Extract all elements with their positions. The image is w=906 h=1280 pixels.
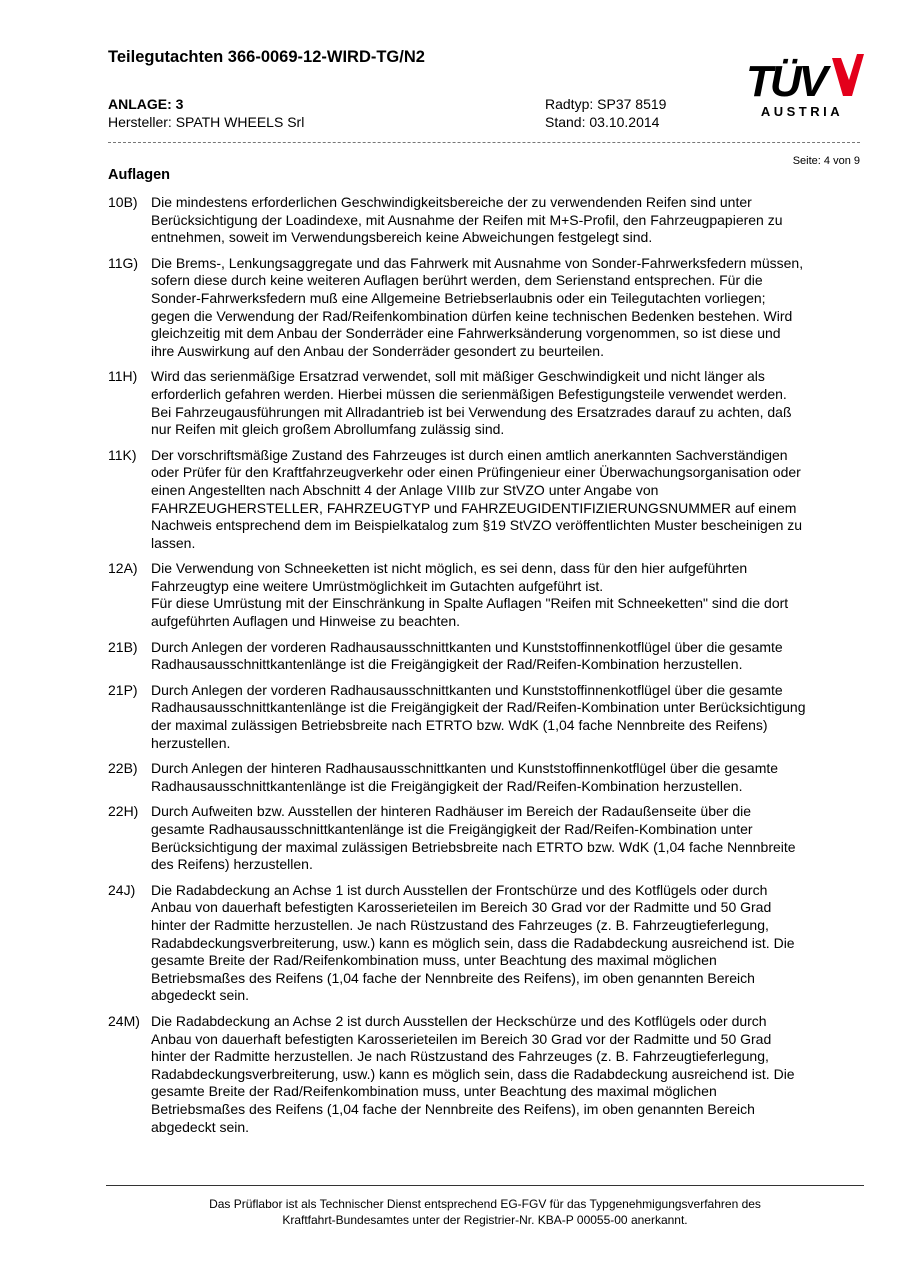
list-item (108, 255, 866, 361)
item-text: Der vorschriftsmäßige Zustand des Fahrzeuges ist durch einen amtlich anerkannten Sachverständigen oder Prüfer für den Kraftfahrzeugverkehr oder einen Prüfingenieur einer Überwachungsorganisation oder einen Angestellten nach Abschnitt 4 der Anlage VIIIb zur StVZO unter Angabe von FAHRZEUGHERSTELLER, FAHRZEUGTYP und FAHRZEUGIDENTIFIZIERUNGSNUMMER auf einem Nachweis entsprechend dem im Beispielkatalog zum §19 StVZO veröffentlichten Muster bescheinigen zu lassen. (151, 446, 803, 551)
item-text: Die mindestens erforderlichen Geschwindigkeitsbereiche der zu verwendenden Reifen sind unter Berücksichtigung der Loadindexe, mit Ausnahme der Reifen mit M+S-Profil, den Fahrzeugpapieren zu entnehmen, soweit im Verwendungsbereich keine Abweichungen festgelegt sind. (151, 194, 783, 246)
radtyp-row (545, 95, 666, 113)
hersteller-label: Hersteller: (108, 114, 172, 130)
footer-note (106, 1196, 864, 1228)
item-code: 21P) (108, 681, 138, 698)
item-text: Die Radabdeckung an Achse 1 ist durch Ausstellen der Frontschürze und des Kotflügels oder durch Anbau von dauerhaft befestigten Karosserieteilen im Bereich 30 Grad vor der Radmitte und 50 Grad hinter der Radmitte herzustellen. Je nach Rüstzustand des Fahrzeuges (z. B. Fahrzeugtieferlegung, Radabdeckungsverbreiterung, usw.) kann es möglich sein, dass die Radabdeckung ausreichend ist. Die gesamte Breite der Rad/Reifenkombination muss, unter Beachtung des maximal möglichen Betriebsmaßes des Reifens (1,04 fache der Nennbreite des Reifens), im oben genannten Bereich abgedeckt sein. (151, 881, 795, 1004)
item-text: Durch Anlegen der vorderen Radhausausschnittkanten und Kunststoffinnenkotflügel über die gesamte Radhausausschnittkantenlänge ist die Freigängigkeit der Rad/Reifen-Kombination unter Berücksichtigung der maximal zulässigen Betriebsbreite nach ETRTO bzw. WdK (1,04 fache Nennbreite des Reifens) herzustellen. (151, 681, 806, 751)
item-text: Die Radabdeckung an Achse 2 ist durch Ausstellen der Heckschürze und des Kotflügels oder durch Anbau von dauerhaft befestigten Karosserieteilen im Bereich 30 Grad vor der Radmitte und 50 Grad hinter der Radmitte herzustellen. Je nach Rüstzustand des Fahrzeuges (z. B. Fahrzeugtieferlegung, Radabdeckungsverbreiterung, usw.) kann es möglich sein, dass die Radabdeckung ausreichend ist. Die gesamte Breite der Rad/Reifenkombination muss, unter Beachtung des maximal möglichen Betriebsmaßes des Reifens (1,04 fache der Nennbreite des Reifens), im oben genannten Bereich abgedeckt sein. (151, 1012, 795, 1135)
anlage-label: ANLAGE: (108, 96, 172, 112)
footer-line-1: Das Prüflabor ist als Technischer Dienst entsprechend EG-FGV für das Typgenehmigungsverfahren des (209, 1197, 761, 1211)
item-code: 24M) (108, 1012, 140, 1029)
list-item (108, 882, 866, 1005)
item-code: 22H) (108, 803, 139, 820)
anlage-value: 3 (175, 96, 184, 112)
footer-divider (106, 1185, 864, 1186)
item-text: Wird das serienmäßige Ersatzrad verwendet, soll mit mäßiger Geschwindigkeit und nicht länger als erforderlich gefahren werden. Hierbei müssen die serienmäßigen Befestigungsteile verwendet werden. Bei Fahrzeugausführungen mit Allradantrieb ist bei Verwendung des Ersatzrades darauf zu achten, daß nur Reifen mit gleich großem Abrollumfang zulässig sind. (151, 368, 792, 438)
item-code: 11K) (108, 446, 137, 463)
list-item (108, 447, 866, 553)
list-item (108, 682, 866, 752)
list-item (108, 194, 866, 247)
meta-left-block (108, 95, 304, 131)
requirements-list (108, 194, 866, 1144)
item-text: Die Brems-, Lenkungsaggregate und das Fahrwerk mit Ausnahme von Sonder-Fahrwerksfedern müssen, sofern diese durch keine weiteren Auflagen berührt werden, dem Serienstand entsprechen. Für die Sonder-Fahrwerksfedern muß eine Allgemeine Betriebserlaubnis oder ein Teilegutachten vorliegen; gegen die Verwendung der Rad/Reifenkombination dürfen keine technischen Bedenken bestehen. Wird gleichzeitig mit dem Anbau der Sonderräder eine Fahrwerksänderung vorgenommen, so ist diese und ihre Auswirkung auf den Anbau der Sonderräder gesondert zu beurteilen. (151, 254, 804, 359)
footer-line-2: Kraftfahrt-Bundesamtes unter der Registrier-Nr. KBA-P 00055-00 anerkannt. (282, 1213, 688, 1227)
item-text: Die Verwendung von Schneeketten ist nicht möglich, es sei denn, dass für den hier aufgeführten Fahrzeugtyp eine weitere Umrüstmöglichkeit im Gutachten aufgeführt ist. Für diese Umrüstung mit der Einschränkung in Spalte Auflagen "Reifen mit Schneeketten" sind die dort aufgeführten Auflagen und Hinweise zu beachten. (151, 560, 789, 630)
item-text: Durch Anlegen der vorderen Radhausausschnittkanten und Kunststoffinnenkotflügel über die gesamte Radhausausschnittkantenlänge ist die Freigängigkeit der Rad/Reifen-Kombination herzustellen. (151, 638, 783, 673)
stand-label: Stand: (545, 114, 586, 130)
stand-row (545, 113, 666, 131)
logo-checkmark-icon (832, 54, 864, 96)
page-number: Seite: 4 von 9 (792, 155, 860, 167)
item-text: Durch Anlegen der hinteren Radhausausschnittkanten und Kunststoffinnenkotflügel über die gesamte Radhausausschnittkantenlänge ist die Freigängigkeit der Rad/Reifen-Kombination herzustellen. (151, 760, 779, 794)
header-divider (108, 142, 860, 143)
list-item (108, 760, 866, 795)
hersteller-row (108, 113, 304, 131)
list-item (108, 639, 866, 674)
stand-value: 03.10.2014 (589, 114, 660, 130)
item-code: 22B) (108, 760, 138, 777)
meta-right-block (545, 95, 666, 131)
logo-sub-text: AUSTRIA (760, 104, 844, 119)
tuv-austria-logo (740, 52, 864, 122)
item-code: 24J) (108, 881, 136, 898)
hersteller-value: SPATH WHEELS Srl (175, 114, 305, 130)
list-item (108, 803, 866, 873)
item-code: 11G) (108, 254, 139, 271)
item-code: 11H) (108, 368, 138, 385)
list-item (108, 368, 866, 438)
logo-main-text: TÜV (746, 57, 825, 106)
section-title: Auflagen (108, 167, 171, 183)
item-code: 10B) (108, 194, 138, 210)
item-code: 12A) (108, 560, 138, 577)
list-item (108, 560, 866, 630)
document-title: Teilegutachten 366-0069-12-WIRD-TG/N2 (108, 48, 425, 66)
radtyp-value: SP37 8519 (597, 96, 667, 112)
item-text: Durch Aufweiten bzw. Ausstellen der hinteren Radhäuser im Bereich der Radaußenseite über die gesamte Radhausausschnittkantenlänge ist die Freigängigkeit der Rad/Reifen-Kombination unter Berücksichtigung der maximal zulässigen Betriebsbreite nach ETRTO bzw. WdK (1,04 fache Nennbreite des Reifens) herzustellen. (151, 803, 796, 873)
list-item (108, 1013, 866, 1136)
radtyp-label: Radtyp: (545, 96, 594, 112)
anlage-row (108, 95, 304, 113)
item-code: 21B) (108, 638, 138, 655)
